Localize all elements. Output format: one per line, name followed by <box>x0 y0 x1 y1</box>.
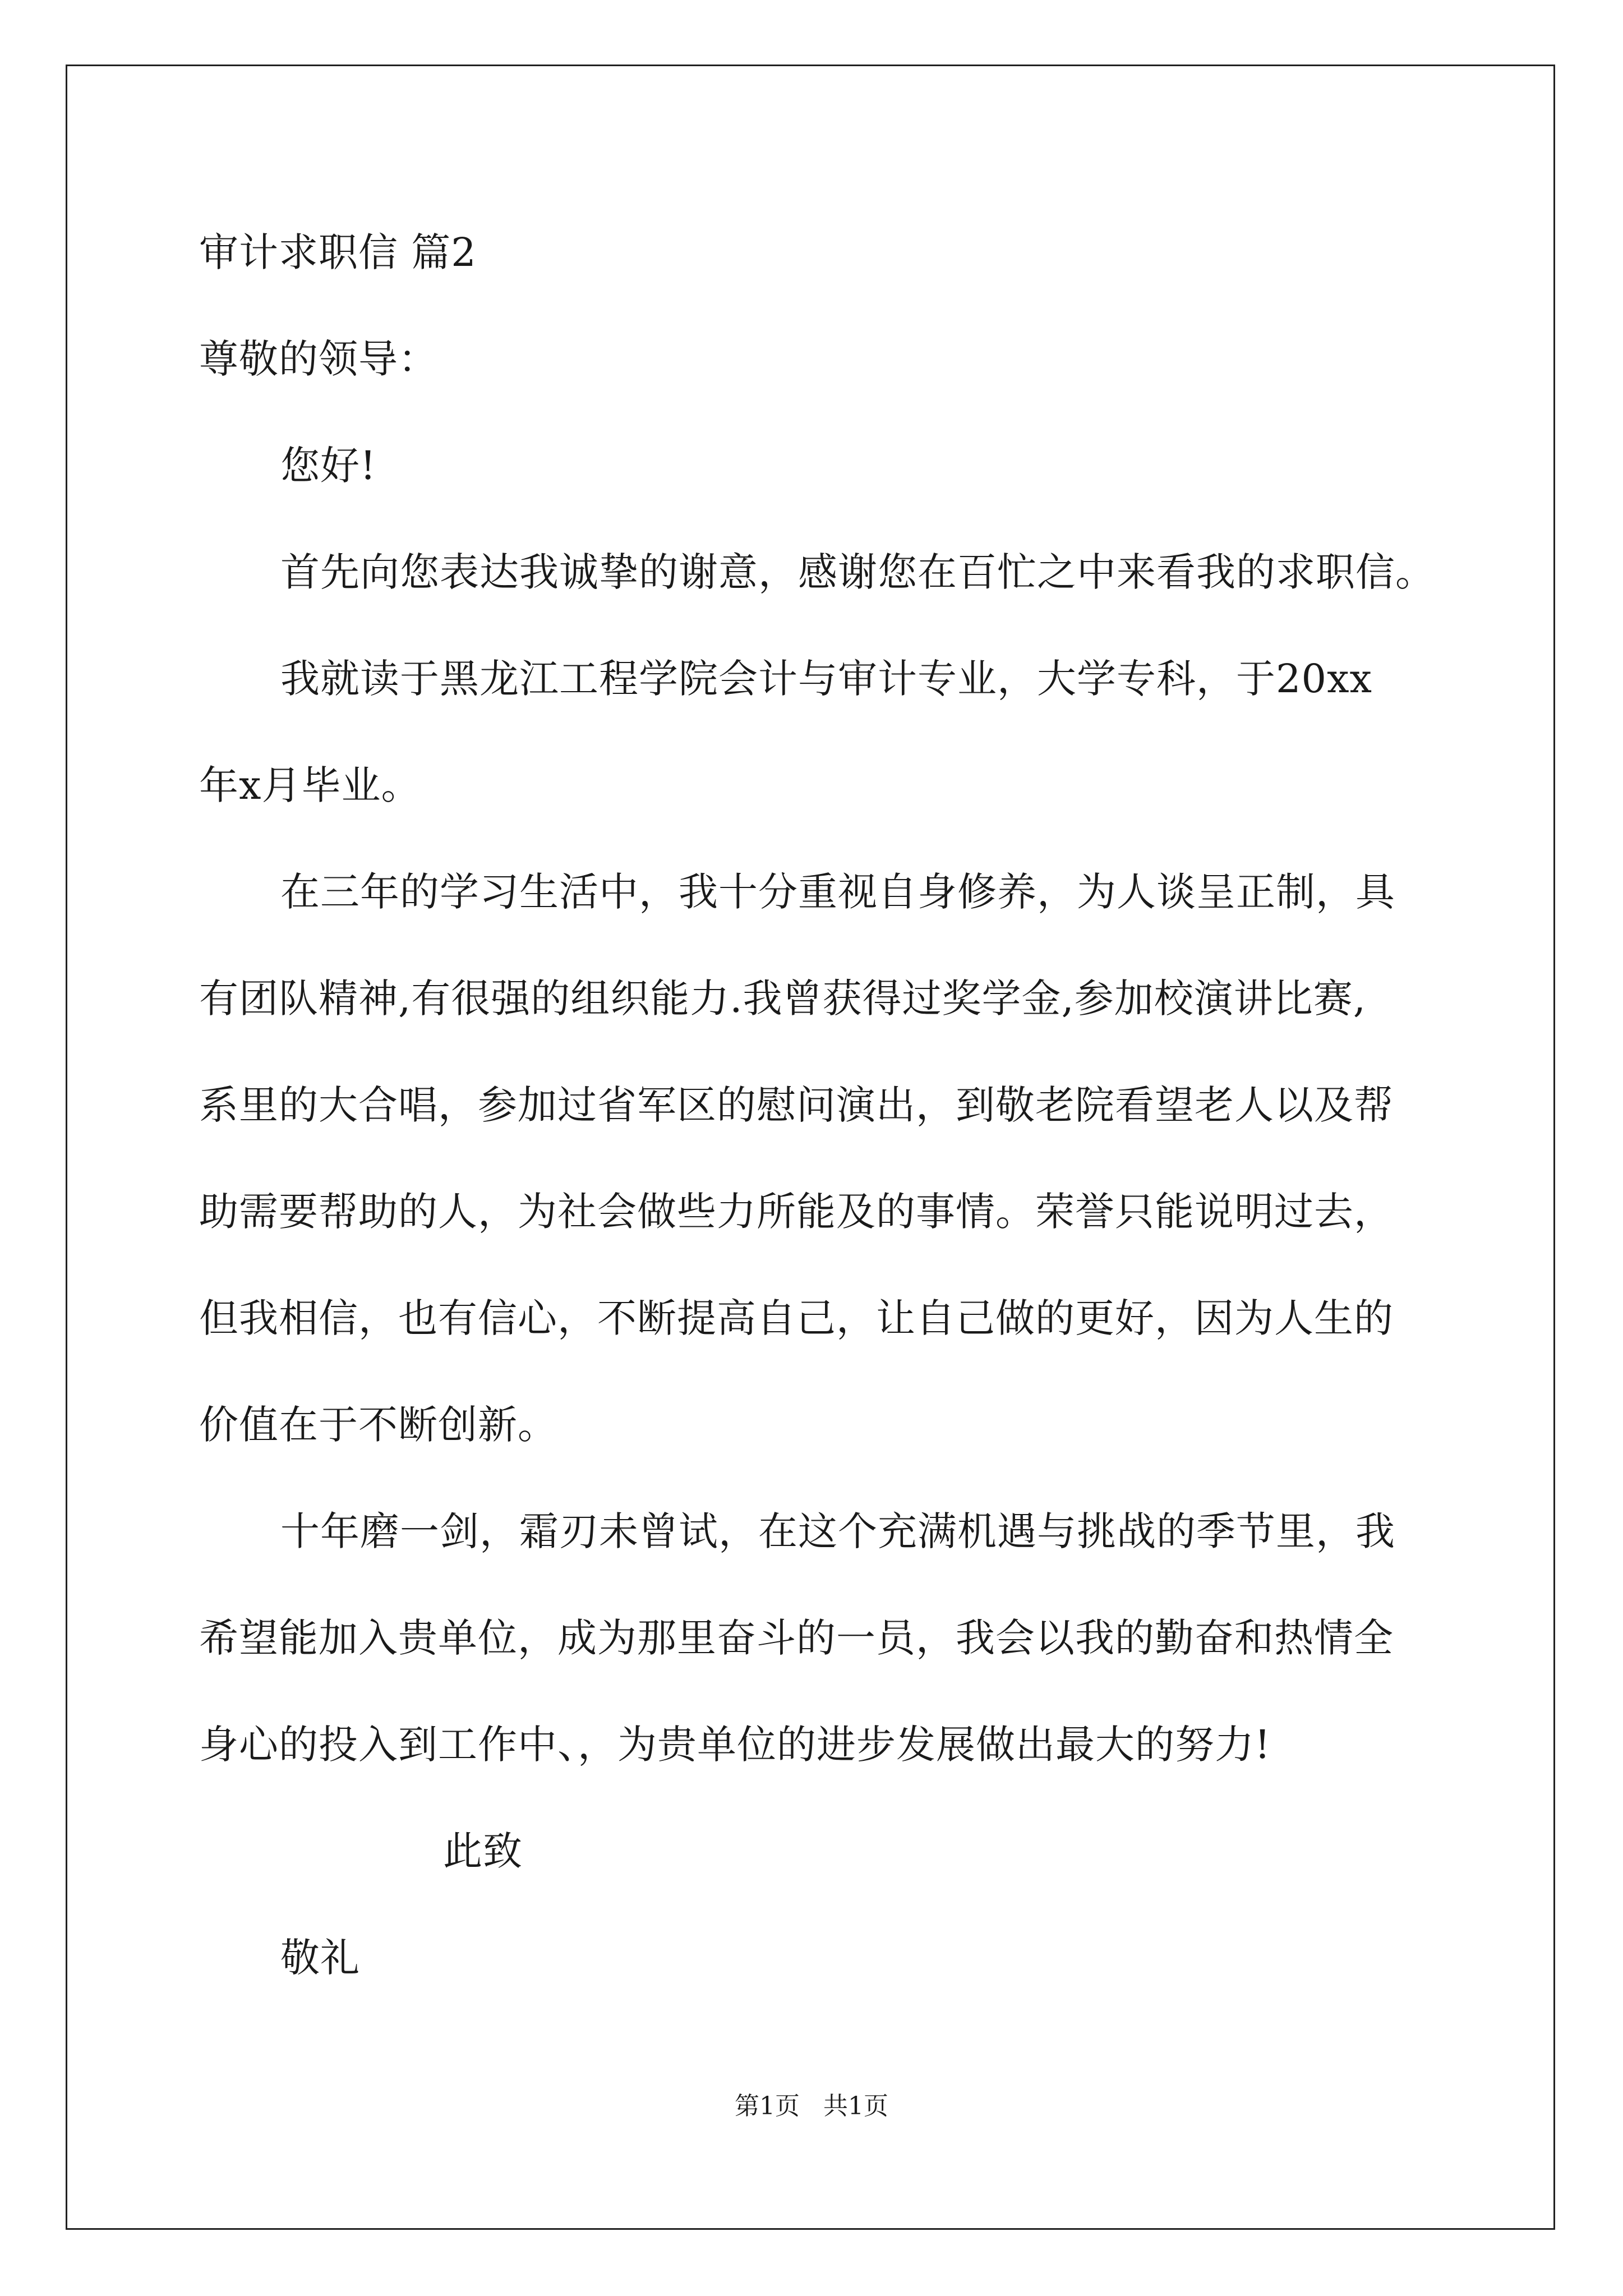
body-line: 年x月毕业。 <box>199 762 421 808</box>
greeting: 您好! <box>280 443 377 489</box>
body-line: 系里的大合唱，参加过省军区的慰问演出，到敬老院看望老人以及帮 <box>199 1082 1394 1128</box>
body-line: 助需要帮助的人，为社会做些力所能及的事情。荣誉只能说明过去， <box>199 1189 1394 1235</box>
body-line: 十年磨一剑，霜刃未曾试，在这个充满机遇与挑战的季节里，我 <box>280 1508 1395 1554</box>
page-border <box>66 65 1555 2230</box>
body-line: 但我相信，也有信心，不断提高自己，让自己做的更好，因为人生的 <box>199 1295 1394 1341</box>
body-line: 我就读于黑龙江工程学院会计与审计专业，大学专科，于20xx <box>280 656 1373 702</box>
document-title: 审计求职信 篇2 <box>199 229 477 275</box>
closing-cizhi: 此致 <box>443 1828 523 1874</box>
closing-jingli: 敬礼 <box>280 1935 360 1981</box>
body-line: 希望能加入贵单位，成为那里奋斗的一员，我会以我的勤奋和热情全 <box>199 1615 1394 1661</box>
salutation: 尊敬的领导： <box>199 336 438 382</box>
body-line: 有团队精神,有很强的组织能力.我曾获得过奖学金,参加校演讲比赛, <box>199 976 1367 1022</box>
body-line: 身心的投入到工作中、，为贵单位的进步发展做出最大的努力! <box>199 1722 1271 1768</box>
page-number: 第1页 共1页 <box>735 2092 888 2120</box>
body-line: 价值在于不断创新。 <box>199 1402 557 1448</box>
body-line: 在三年的学习生活中，我十分重视自身修养，为人谈呈正制，具 <box>280 869 1395 915</box>
body-line: 首先向您表达我诚挚的谢意，感谢您在百忙之中来看我的求职信。 <box>280 549 1435 595</box>
